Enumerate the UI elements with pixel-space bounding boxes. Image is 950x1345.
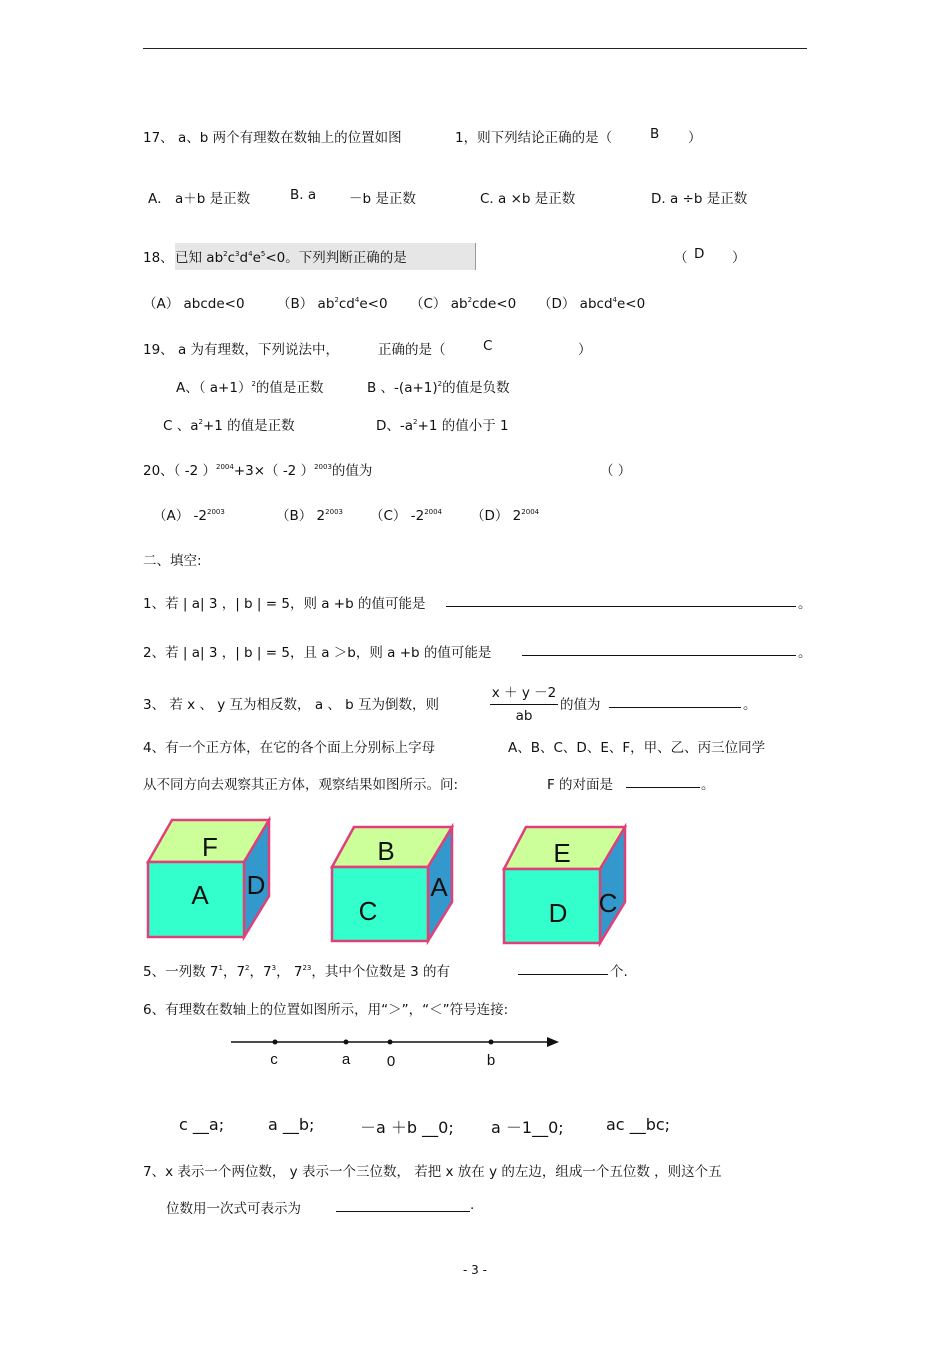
q18-option-a: （A） abcde<0 xyxy=(143,296,245,312)
cube-1-top-label: F xyxy=(202,832,218,862)
cube-figures xyxy=(140,812,640,948)
q17-answer: B xyxy=(650,126,660,142)
fill-7-end: . xyxy=(470,1197,475,1213)
page-number: - 3 - xyxy=(463,1263,487,1277)
label-zero: 0 xyxy=(386,1053,396,1070)
q20-option-a: （A） $-2^{2003}$ xyxy=(153,507,225,524)
cube-1-front-label: A xyxy=(191,880,209,910)
fill-4-line2a: 从不同方向去观察其正方体，观察结果如图所示。问: xyxy=(143,777,459,793)
cube-2-front-label: C xyxy=(358,896,378,926)
fill-2-blank[interactable] xyxy=(522,643,796,656)
point-c xyxy=(273,1040,278,1045)
fill-3-fraction xyxy=(490,681,558,724)
point-zero xyxy=(388,1040,393,1045)
fill-2-text: 2、若 | a| 3 ，| b | = 5，且 a ＞b，则 a +b 的值可能是 xyxy=(143,645,492,661)
cube-1 xyxy=(148,820,269,937)
q18-p1: c xyxy=(227,250,236,266)
fill-4-line1b: A、B、C、D、E、F，甲、乙、丙三位同学 xyxy=(508,740,766,756)
fill-2-end: 。 xyxy=(798,645,812,661)
q18-option-c: （C） $ab^2cde<0$ xyxy=(410,295,517,312)
q17-option-a: A． a＋b 是正数 xyxy=(148,191,251,207)
q18-sup1: 2 xyxy=(223,249,228,258)
q19-option-c: C 、$a^2+1$ 的值是正数 xyxy=(163,417,295,434)
fraction-denominator: ab xyxy=(515,708,533,724)
q19-option-d: D、$-a^2+1$ 的值小于 1 xyxy=(376,417,509,434)
q17-close: ） xyxy=(688,130,702,146)
fill-1-blank[interactable] xyxy=(446,594,796,607)
cube-3-side-label: C xyxy=(598,888,618,918)
q17-stem-a: 17、 a、b 两个有理数在数轴上的位置如图 xyxy=(143,130,402,146)
number-line-arrow-icon xyxy=(547,1037,559,1047)
fill-3-blank[interactable] xyxy=(609,695,741,708)
q18-paren-open: （ xyxy=(674,250,688,266)
cube-1-side-label: D xyxy=(246,870,266,900)
point-a xyxy=(344,1040,349,1045)
q17-option-b-rest: －b 是正数 xyxy=(349,191,416,207)
q17-option-b: B. a xyxy=(290,187,317,203)
q18-p2: d xyxy=(239,250,249,266)
q18-option-b: （B） $ab^2cd^4e<0$ xyxy=(277,295,388,312)
q18-sup3: 4 xyxy=(248,249,253,258)
fill-4-end: 。 xyxy=(701,777,715,793)
cube-2-side-label: A xyxy=(430,872,448,902)
fill-5-blank[interactable] xyxy=(518,962,608,975)
label-c: c xyxy=(270,1051,278,1068)
cube-3-front-label: D xyxy=(548,898,568,928)
q17-stem xyxy=(143,126,402,146)
q19-stem: 19、 a 为有理数，下列说法中， xyxy=(143,342,340,358)
q17-option-d: D. a ÷b 是正数 xyxy=(651,191,748,207)
fill-4-blank[interactable] xyxy=(626,775,700,788)
fill-7-line1: 7、x 表示一个两位数， y 表示一个三位数， 若把 x 放在 y 的左边，组成一个五位数 ，则这个五 xyxy=(143,1164,722,1180)
section2-title: 二、填空: xyxy=(143,553,202,569)
fill-5-text: 5、一列数 $7^1$，$7^2$，$7^3$， $7^{23}$，其中个位数是 3 的有 xyxy=(143,963,451,980)
q18-number: 18、 xyxy=(143,250,174,266)
cube-3-top-label: E xyxy=(553,838,571,868)
q20-stem: 20、（ -2 ）$^{2004}$+3×（ -2 ）$^{2003}$的值为 xyxy=(143,462,373,479)
fill-7-blank[interactable] xyxy=(336,1199,470,1212)
q19-option-a: A、（ a+1）$^2$的值是正数 xyxy=(176,379,324,396)
fill-7-line2: 位数用一次式可表示为 xyxy=(166,1201,301,1217)
compare-1: c __a; xyxy=(179,1115,225,1134)
q19-answer: C xyxy=(483,338,493,354)
fill-4-line2b: F 的对面是 xyxy=(547,777,614,793)
q18-paren-close: ） xyxy=(732,250,746,266)
label-a: a xyxy=(341,1051,351,1068)
q18-p3: e xyxy=(252,250,261,266)
fill-3-post: 的值为 xyxy=(560,697,601,713)
compare-2: a __b; xyxy=(268,1115,315,1134)
q20-option-d: （D） $2^{2004}$ xyxy=(471,507,540,524)
cube-3 xyxy=(504,827,625,943)
q19-option-b: B 、$-(a+1)^2$的值是负数 xyxy=(367,379,510,396)
q20-option-b: （B） $2^{2003}$ xyxy=(276,507,343,524)
fill-3-text: 3、 若 x 、 y 互为相反数， a 、 b 互为倒数，则 xyxy=(143,697,440,713)
q17-stem-b: 1，则下列结论正确的是（ xyxy=(455,130,613,146)
fill-1-end: 。 xyxy=(798,596,812,612)
cube-2 xyxy=(332,827,452,941)
cube-2-top-label: B xyxy=(377,836,395,866)
header-rule xyxy=(143,48,807,49)
q18-stem-post: <0。下列判断正确的是 xyxy=(265,250,407,266)
q17-option-c: C. a ×b 是正数 xyxy=(480,191,576,207)
q18-stem xyxy=(175,243,476,270)
fill-1-text: 1、若 | a| 3 ，| b | = 5，则 a +b 的值可能是 xyxy=(143,596,426,612)
fill-6-text: 6、有理数在数轴上的位置如图所示，用“＞”，“＜”符号连接: xyxy=(143,1002,509,1018)
cube-2-front-face xyxy=(332,867,428,941)
number-line xyxy=(225,1030,565,1072)
fill-5-end: 个. xyxy=(610,964,628,980)
q19-close: ） xyxy=(578,342,592,358)
q20-paren: （ ） xyxy=(600,463,632,479)
q19-stem2: 正确的是（ xyxy=(378,342,446,358)
fill-3-end: 。 xyxy=(743,697,757,713)
q18-stem-pre: 已知 ab xyxy=(175,250,224,266)
fraction-numerator: x ＋ y －2 xyxy=(490,681,558,705)
compare-4: a －1__0; xyxy=(491,1118,564,1137)
q18-sup4: 5 xyxy=(260,249,266,258)
fill-4-line1a: 4、有一个正方体，在它的各个面上分别标上字母 xyxy=(143,740,436,756)
q20-option-c: （C） $-2^{2004}$ xyxy=(370,507,443,524)
q18-answer: D xyxy=(694,246,705,262)
point-b xyxy=(489,1040,494,1045)
compare-3: －a ＋b __0; xyxy=(360,1118,454,1137)
q18-option-d: （D） abcd$^4$e<0 xyxy=(538,295,646,312)
q18-sup2: 3 xyxy=(235,249,240,258)
compare-5: ac __bc; xyxy=(606,1115,671,1134)
label-b: b xyxy=(486,1052,496,1069)
